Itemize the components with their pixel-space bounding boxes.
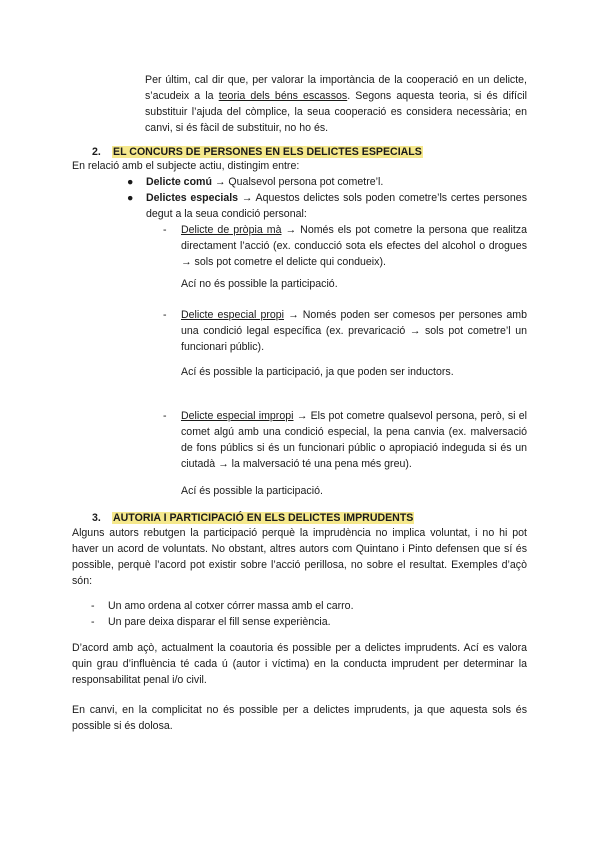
section-3-paragraph-2: D’acord amb açò, actualment la coautoria és possible per a delictes imprudents. Ací es valora quin grau d’influència té cada ú (autor i víctima) en la conducta imprudent per determinar la responsabilitat penal i/o civil. [72,642,527,686]
dash-icon: - [163,410,167,422]
section-3-paragraph-1: Alguns autors rebutgen la participació perquè la imprudència no implica voluntat, i no hi pot haver un acord de voluntats. No obstant, altres autors com Quintano i Pinto defensen que sí és possible, perquè l’acord pot existir sobre l’acció perillosa, no sobre el resultat. Exemples d’açò són: [72,527,527,587]
section-2-heading [92,145,423,159]
example-text: Un pare deixa disparar el fill sense experiència. [108,616,331,628]
section-3-heading [92,511,414,525]
section-2-lead: En relació amb el subjecte actiu, distingim entre: [72,160,300,172]
section-3-number: 3. [92,512,101,524]
section-2-number: 2. [92,146,101,158]
bullet-text: Delicte comú → Qualsevol persona pot cometre’l. [146,176,384,188]
subitem-note: Ací és possible la participació. [181,485,323,497]
section-2-title: EL CONCURS DE PERSONES EN ELS DELICTES ESPECIALS [113,146,422,158]
example-text: Un amo ordena al cotxer córrer massa amb el carro. [108,600,354,612]
dash-icon: - [91,616,95,628]
subitem-text: Delicte especial impropi → Els pot cometre qualsevol persona, però, si el comet algú amb una condició especial, la pena canvia (ex. malversació de fons públics si és un funcionari públic o apropiació indeguda si és un ciutadà → la malversació té una pena més greu). [181,410,528,470]
section-3-title: AUTORIA I PARTICIPACIÓ EN ELS DELICTES IMPRUDENTS [113,512,414,524]
dash-icon: - [91,600,95,612]
dash-icon: - [163,224,167,236]
subitem-text: Delicte especial propi → Només poden ser comesos per persones amb una condició legal específica (ex. prevaricació → sols pot cometre’l un funcionari públic). [181,309,527,353]
section-3-paragraph-3: En canvi, en la complicitat no és possible per a delictes imprudents, ja que aquesta sols és possible si és dolosa. [72,704,527,732]
bullet-text: Delictes especials → Aquestos delictes sols poden cometre’ls certes persones degut a la seua condició personal: [146,192,527,220]
intro-text-2: . Segons aquesta teoria, si és difícil substituir l’ajuda del còmplice, la seua cooperació es considera necessària; en canvi, si és fàcil de substituir, no ho és. [145,90,528,134]
theory-link-text: teoria dels béns escassos [218,90,348,102]
intro-paragraph [145,72,527,136]
bullet-icon: ● [127,176,134,188]
subitem-text: Delicte de pròpia mà → Només els pot cometre la persona que realitza directament l’acció (ex. conducció sota els efectes del alcohol o drogues → sols pot cometre el delicte qui condueix). [181,224,527,268]
subitem-note: Ací és possible la participació, ja que poden ser inductors. [181,366,454,378]
intro-text-1: Per últim, cal dir que, per valorar la importància de la cooperació en un delicte, s’acudeix a la [145,74,527,102]
bullet-icon: ● [127,192,134,204]
dash-icon: - [163,309,167,321]
subitem-note: Ací no és possible la participació. [181,278,338,290]
